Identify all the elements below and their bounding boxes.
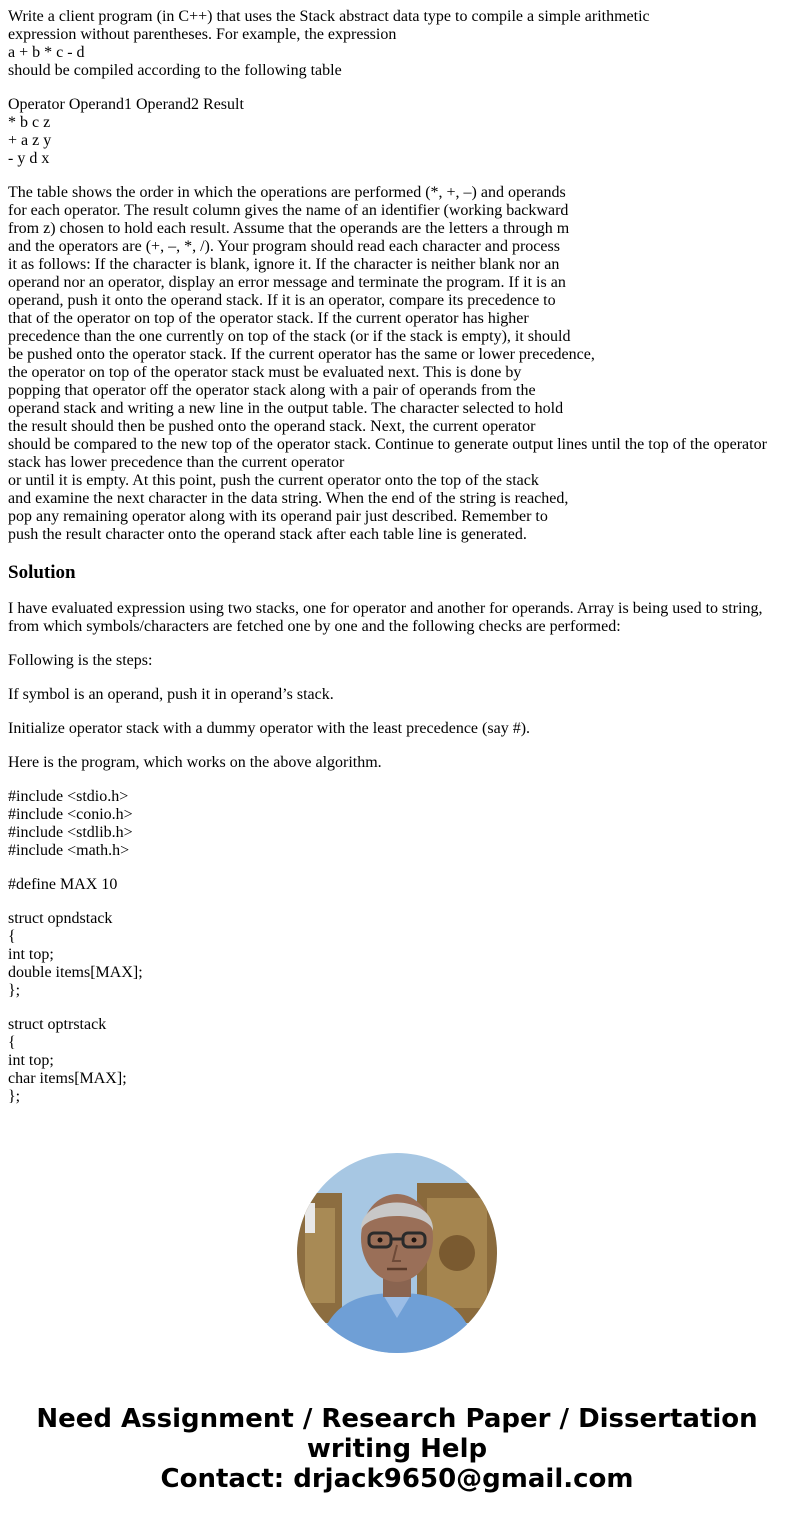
solution-heading: Solution <box>8 562 76 583</box>
code-includes: #include <stdio.h> #include <conio.h> #include <stdlib.h> #include <math.h> <box>8 788 133 859</box>
promo-banner <box>0 1404 794 1494</box>
code-struct-opndstack: struct opndstack { int top; double items[MAX]; }; <box>8 910 143 999</box>
question-body: The table shows the order in which the operations are performed (*, +, –) and operands for each operator. The result column gives the name of an identifier (working backward from z) chosen to hold each result. Assume that the operands are the letters a through m and the operators are (+, –, *, /). Your program should read each character and process it as follows: If the character is blank, ignore it. If the character is neither blank nor an operand nor an operator, display an error message and terminate the program. If it is an operand, push it onto the operand stack. If it is an operator, compare its precedence to that of the operator on top of the operator stack. If the current operator has higher precedence than the one currently on top of the stack (or if the stack is empty), it should be pushed onto the operator stack. If the current operator has the same or lower precedence, the operator on top of the operator stack must be evaluated next. This is done by popping that operator off the operator stack along with a pair of operands from the operand stack and writing a new line in the output table. The character selected to hold the result should then be pushed onto the operand stack. Next, the current operator should be compared to the new top of the operator stack. Continue to generate output lines until the top of the operator stack has lower precedence than the current operator or until it is empty. At this point, push the current operator onto the top of the stack and examine the next character in the data string. When the end of the string is reached, pop any remaining operator along with its operand pair just described. Remember to push the result character onto the operand stack after each table line is generated. <box>8 184 767 543</box>
question-intro: Write a client program (in C++) that uses the Stack abstract data type to compile a simple arithmetic expression without parentheses. For example, the expression a + b * c - d should be compiled according to the following table <box>8 8 650 79</box>
avatar <box>297 1153 497 1353</box>
code-struct-optrstack: struct optrstack { int top; char items[MAX]; }; <box>8 1016 127 1105</box>
solution-paragraph-4: Initialize operator stack with a dummy operator with the least precedence (say #). <box>8 720 531 737</box>
promo-contact: Contact: drjack9650@gmail.com <box>160 1464 634 1494</box>
promo-line-2: writing Help <box>306 1434 488 1464</box>
promo-line-1: Need Assignment / Research Paper / Dissertation <box>36 1404 758 1434</box>
solution-paragraph-3: If symbol is an operand, push it in operand’s stack. <box>8 686 334 703</box>
solution-paragraph-2: Following is the steps: <box>8 652 153 669</box>
code-define: #define MAX 10 <box>8 876 118 893</box>
solution-paragraph-5: Here is the program, which works on the above algorithm. <box>8 754 382 771</box>
avatar-portrait <box>297 1153 497 1353</box>
document-body <box>8 8 786 1122</box>
example-table: Operator Operand1 Operand2 Result * b c z + a z y - y d x <box>8 96 244 167</box>
solution-paragraph-1: I have evaluated expression using two stacks, one for operator and another for operands. Array is being used to string, from which symbols/characters are fetched one by one and the following checks are performed: <box>8 600 763 635</box>
